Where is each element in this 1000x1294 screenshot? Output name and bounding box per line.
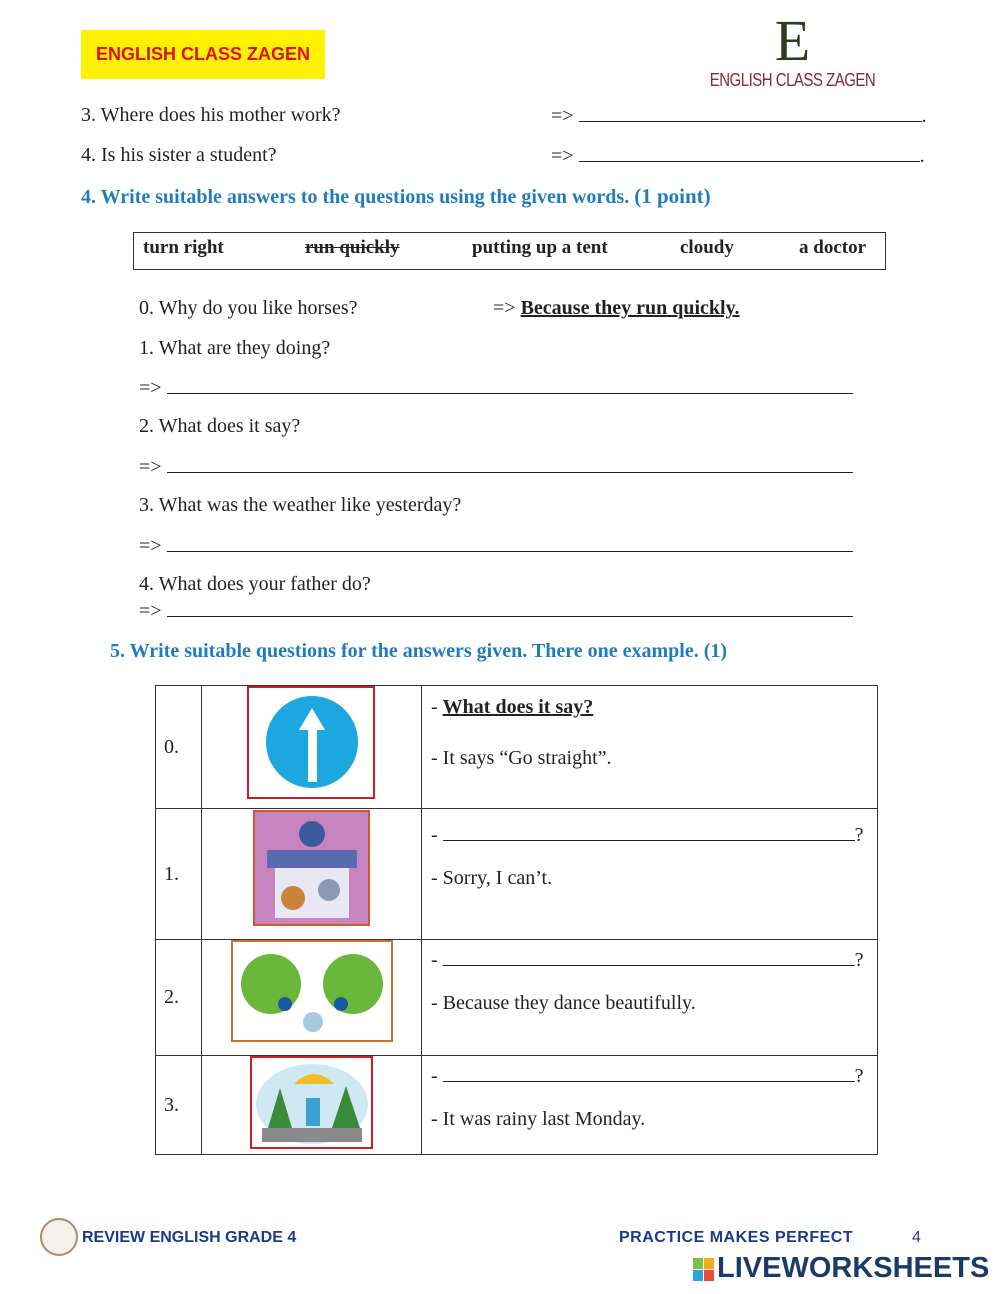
question-mark: ? <box>854 949 864 971</box>
answer-cell <box>422 1056 878 1155</box>
question-mark: ? <box>854 824 864 846</box>
logo-letter: E <box>774 8 811 73</box>
class-badge: ENGLISH CLASS ZAGEN <box>81 30 325 79</box>
answer-blank[interactable] <box>167 376 853 394</box>
peacocks-icon <box>231 940 393 1042</box>
dash: - <box>431 1065 438 1087</box>
go-straight-sign-icon <box>247 686 375 799</box>
answer-blank[interactable] <box>167 599 853 617</box>
answer-row-4 <box>551 144 925 168</box>
answer-line-3 <box>139 534 853 558</box>
arrow: => <box>551 145 574 167</box>
arrow: => <box>493 297 516 319</box>
word: cloudy <box>680 237 734 258</box>
image-cell <box>202 809 422 940</box>
table-row <box>156 1056 878 1155</box>
example-answer-row <box>493 297 739 320</box>
arrow: => <box>139 377 162 399</box>
rainy-day-icon <box>250 1056 373 1149</box>
word: a doctor <box>799 237 867 258</box>
answer-text: - It was rainy last Monday. <box>431 1108 646 1130</box>
answer-blank[interactable] <box>167 455 853 473</box>
row-number: 2. <box>156 940 202 1056</box>
section4-title <box>81 184 711 209</box>
question-text: What does it say? <box>442 696 594 718</box>
answer-blank[interactable] <box>579 144 920 162</box>
image-cell <box>202 940 422 1056</box>
question-blank-row <box>431 1064 868 1088</box>
answer-cell <box>422 809 878 940</box>
question-blank-row <box>431 823 868 847</box>
pet-shop-icon <box>253 810 370 926</box>
arrow: => <box>551 105 574 127</box>
table-row <box>156 686 878 809</box>
dash: - <box>431 949 438 971</box>
answer-line-4 <box>139 599 853 623</box>
answer-cell <box>422 686 878 809</box>
arrow: => <box>139 535 162 557</box>
answer-line-1 <box>139 376 853 400</box>
arrow: => <box>139 600 162 622</box>
image-cell <box>202 1056 422 1155</box>
page-number: 4 <box>912 1229 921 1246</box>
question-3: 3. What was the weather like yesterday? <box>139 494 462 516</box>
footer-left: REVIEW ENGLISH GRADE 4 <box>82 1229 297 1246</box>
answer-cell <box>422 940 878 1056</box>
word-box <box>133 232 886 270</box>
answer-text: - It says “Go straight”. <box>431 747 612 769</box>
period: . <box>921 105 927 127</box>
answer-line-2 <box>139 455 853 479</box>
logo <box>705 10 880 90</box>
prev-question-4: 4. Is his sister a student? <box>81 144 277 166</box>
question-4: 4. What does your father do? <box>139 573 371 595</box>
example-answer: Because they run quickly. <box>520 297 740 319</box>
arrow: => <box>139 456 162 478</box>
section5-note: There one example. (1) <box>531 640 728 662</box>
question-mark: ? <box>854 1065 864 1087</box>
questions-table <box>155 685 878 1155</box>
example-question: 0. Why do you like horses? <box>139 297 358 319</box>
row-number: 1. <box>156 809 202 940</box>
word: putting up a tent <box>472 237 608 258</box>
section5-title <box>110 640 727 663</box>
word-used: run quickly <box>305 237 400 258</box>
period: . <box>919 145 925 167</box>
image-cell <box>202 686 422 809</box>
prev-question-3: 3. Where does his mother work? <box>81 104 341 126</box>
answer-text: - Sorry, I can’t. <box>431 867 553 889</box>
table-row <box>156 940 878 1056</box>
row-number: 3. <box>156 1056 202 1155</box>
question-blank-row <box>431 948 868 972</box>
dash: - <box>431 824 438 846</box>
footer-right: PRACTICE MAKES PERFECT <box>619 1229 854 1246</box>
answer-blank[interactable] <box>167 534 853 552</box>
example-question <box>431 696 868 719</box>
question-2: 2. What does it say? <box>139 415 301 437</box>
question-blank[interactable] <box>443 1064 855 1082</box>
question-blank[interactable] <box>443 823 855 841</box>
liveworksheets-brand: LIVEWORKSHEETS <box>717 1252 990 1284</box>
answer-row-3 <box>551 104 927 128</box>
footer-logo-icon <box>40 1218 78 1256</box>
liveworksheets-logo-icon <box>693 1258 715 1282</box>
answer-blank[interactable] <box>579 104 922 122</box>
word: turn right <box>143 237 224 258</box>
table-row <box>156 809 878 940</box>
section4-instruction: 4. Write suitable answers to the questions using the given words. <box>81 186 630 208</box>
answer-text: - Because they dance beautifully. <box>431 992 696 1014</box>
question-blank[interactable] <box>443 948 855 966</box>
section4-points: (1 point) <box>634 184 711 208</box>
question-1: 1. What are they doing? <box>139 337 331 359</box>
row-number: 0. <box>156 686 202 809</box>
logo-text: ENGLISH CLASS ZAGEN <box>709 70 876 91</box>
section5-instruction: 5. Write suitable questions for the answers given. <box>110 640 528 662</box>
dash: - <box>431 696 438 718</box>
